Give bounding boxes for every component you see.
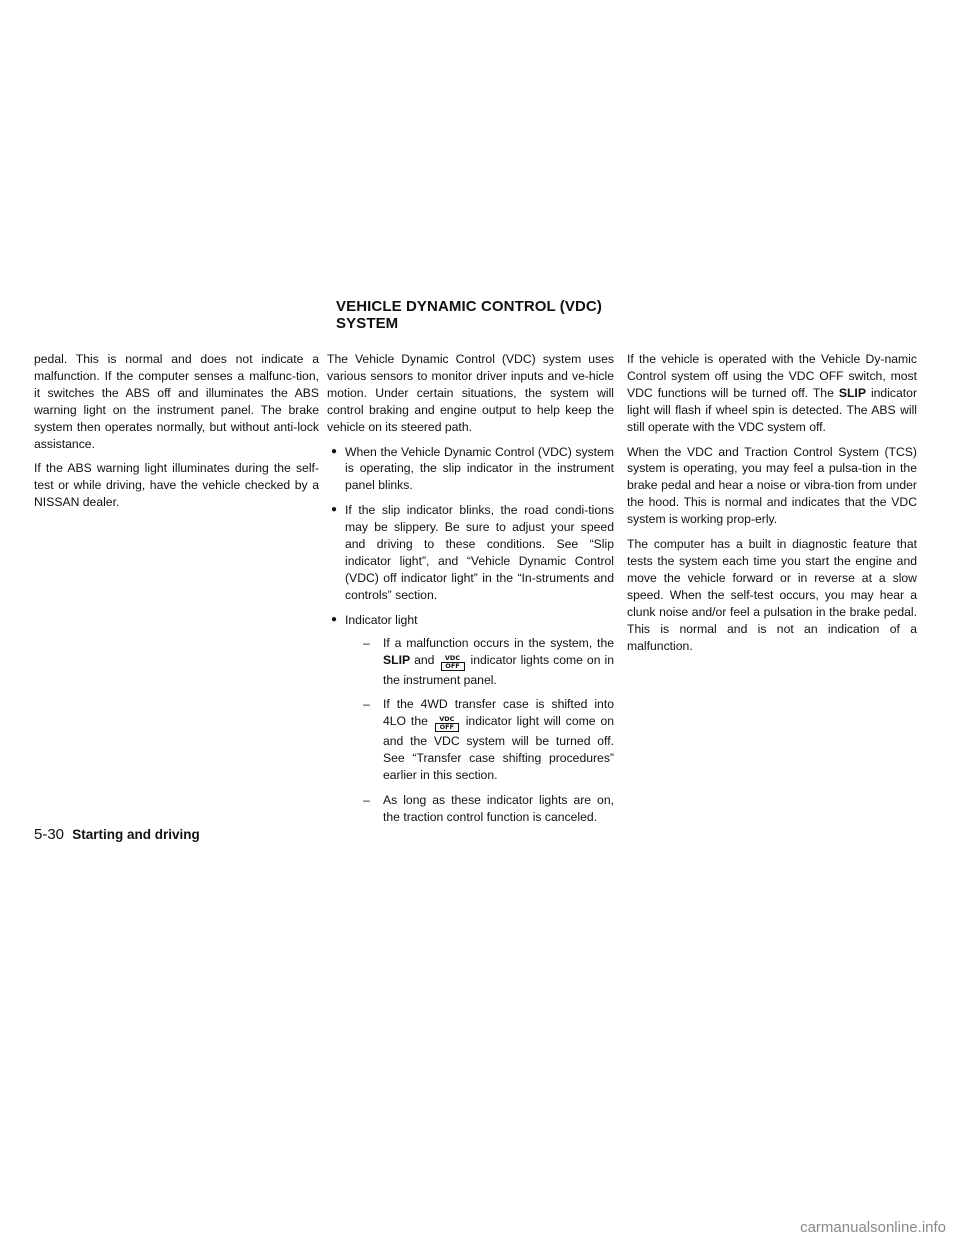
bullet-icon: ● — [331, 613, 338, 625]
vdc-icon-bottom: OFF — [435, 723, 459, 732]
bullet-text: When the Vehicle Dynamic Control (VDC) system is operating, the slip indicator in the instrument panel blinks. — [345, 444, 614, 493]
middle-column — [327, 351, 614, 834]
list-item — [363, 696, 614, 784]
vdc-icon-top: VDC — [439, 715, 455, 724]
vdc-off-paragraph — [627, 351, 917, 436]
bullet-icon: ● — [331, 504, 338, 516]
vdc-intro-paragraph: The Vehicle Dynamic Control (VDC) system uses various sensors to monitor driver inputs and ve-hicle motion. Under certain situations, the system will control braking and engine output to help keep the vehicle on its steered path. — [327, 352, 614, 434]
tcs-paragraph: When the VDC and Traction Control System (TCS) system is operating, you may feel a pulsa-tion in the brake pedal and hear a noise or vibra-tion from under the hood. This is normal and indicates that the VDC system is working prop-erly. — [627, 444, 917, 527]
list-item — [363, 635, 614, 689]
watermark: carmanualsonline.info — [800, 1219, 946, 1236]
vdc-off-icon — [441, 654, 465, 672]
chapter-title: Starting and driving — [72, 827, 200, 842]
abs-paragraph: pedal. This is normal and does not indicate a malfunction. If the computer senses a malfunc-tion, it switches the ABS off and illuminates the ABS warning light on the instrument panel. The brake system then operates normally, but without anti-lock assistance. — [34, 352, 319, 451]
section-title-line2: SYSTEM — [336, 315, 399, 332]
abs-warning-paragraph: If the ABS warning light illuminates during the self-test or while driving, have the vehicle checked by a NISSAN dealer. — [34, 461, 319, 510]
page-number: 5-30 — [34, 826, 65, 843]
vdc-icon-bottom: OFF — [441, 662, 465, 671]
page-footer — [34, 826, 200, 843]
paragraph-text-pre: If the vehicle is operated with the Vehicle Dy-namic Control system off using the VDC OFF switch, most VDC functions will be turned off. The — [627, 352, 917, 400]
list-item — [327, 502, 614, 603]
section-title — [336, 298, 626, 332]
slip-label: SLIP — [838, 385, 866, 400]
dash-text-post: indicator light will come on and the VDC system will be turned off. See “Transfer case shifting procedures” earlier in this section. — [383, 714, 614, 783]
dash-text: As long as these indicator lights are on, the traction control function is canceled. — [383, 793, 614, 824]
bullet-text: Indicator light — [345, 612, 418, 627]
paragraph-text-post: indicator light will flash if wheel spin is detected. The ABS will still operate with the VDC system off. — [627, 385, 918, 434]
diagnostic-paragraph: The computer has a built in diagnostic feature that tests the system each time you start the engine and move the vehicle forward or in reverse at a slow speed. When the self-test occurs, you may hear a clunk noise and/or feel a pulsation in the brake pedal. This is normal and is not an indication of a malfunction. — [627, 537, 917, 653]
indicator-dash-list — [345, 635, 614, 826]
vdc-off-icon — [435, 715, 459, 733]
list-item — [327, 612, 614, 826]
section-title-line1: VEHICLE DYNAMIC CONTROL (VDC) — [336, 298, 602, 315]
dash-icon: – — [363, 635, 370, 650]
vdc-icon-top: VDC — [444, 653, 461, 662]
vdc-bullet-list — [327, 444, 614, 826]
list-item — [363, 792, 614, 826]
bullet-text: If the slip indicator blinks, the road condi-tions may be slippery. Be sure to adjust your speed and driving to these conditions. See “Slip indicator light”, and “Vehicle Dynamic Control (VDC) off indicator light” in the “In-struments and controls” section. — [345, 503, 614, 602]
dash-text-pre: If the 4WD transfer case is shifted into 4LO the — [383, 697, 614, 729]
dash-icon: – — [363, 793, 370, 808]
dash-text-post: indicator lights come on in the instrument panel. — [383, 652, 614, 687]
dash-text-and: and — [414, 652, 435, 667]
right-column — [627, 351, 917, 662]
slip-label: SLIP — [383, 652, 411, 667]
dash-text-pre: If a malfunction occurs in the system, the — [383, 635, 614, 650]
bullet-icon: ● — [331, 445, 338, 457]
list-item — [327, 444, 614, 495]
left-column — [34, 351, 319, 519]
dash-icon: – — [363, 697, 370, 712]
